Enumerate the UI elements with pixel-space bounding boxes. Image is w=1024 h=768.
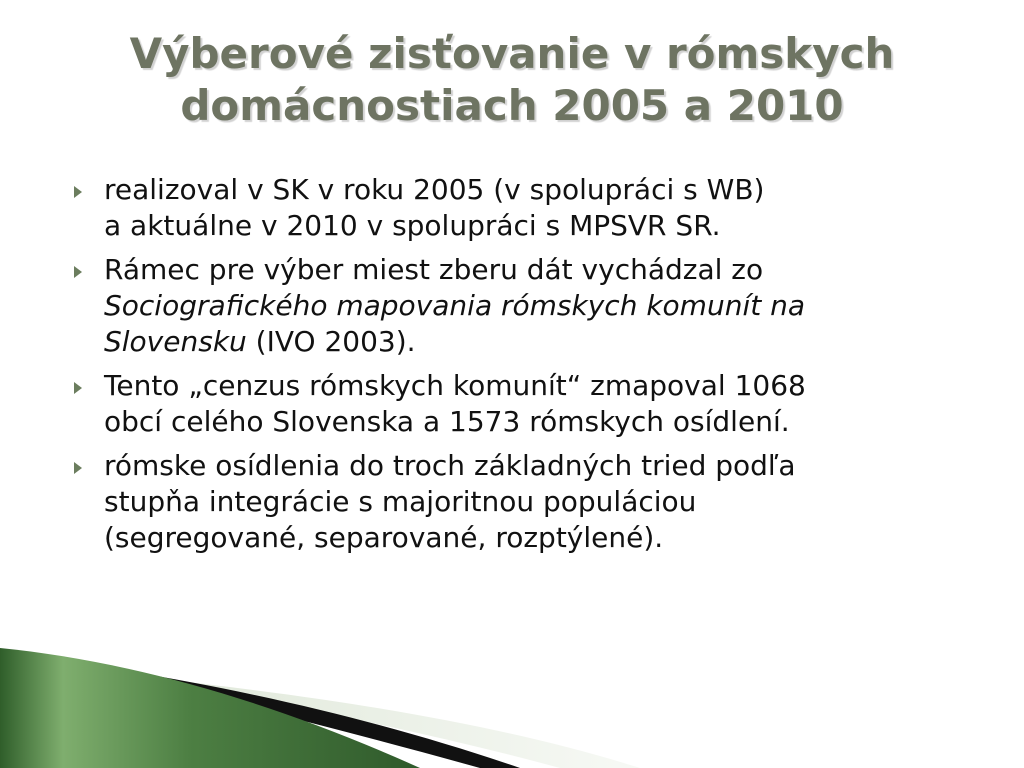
- bullet-text-line: stupňa integrácie s majoritnou populáciou: [104, 485, 697, 518]
- title-line-2: domácnostiach 2005 a 2010: [180, 81, 844, 130]
- bullet-list: [72, 172, 972, 564]
- bullet-text-line: (segregované, separované, rozptýlené).: [104, 521, 664, 554]
- bullet-item: [72, 448, 972, 556]
- bullet-arrow-icon: [74, 462, 82, 474]
- bullet-item: [72, 252, 972, 360]
- bullet-text-mixed: [104, 324, 972, 360]
- decorative-wave-graphic: [0, 600, 1024, 768]
- bullet-text-line: obcí celého Slovenska a 1573 rómskych osídlení.: [104, 405, 790, 438]
- bullet-text-line: Tento „cenzus rómskych komunít“ zmapoval 1068: [104, 369, 806, 402]
- bullet-arrow-icon: [74, 266, 82, 278]
- bullet-text-tail: (IVO 2003).: [246, 325, 416, 358]
- bullet-item: [72, 368, 972, 440]
- bullet-arrow-icon: [74, 382, 82, 394]
- title-line-1: Výberové zisťovanie v rómskych: [129, 29, 895, 78]
- bullet-text-italic: Slovensku: [104, 325, 247, 358]
- bullet-text-line: realizoval v SK v roku 2005 (v spolupráci s WB): [104, 173, 765, 206]
- bullet-arrow-icon: [74, 186, 82, 198]
- bullet-text-line: Rámec pre výber miest zberu dát vychádzal zo: [104, 253, 764, 286]
- bullet-text-line: rómske osídlenia do troch základných tried podľa: [104, 449, 796, 482]
- bullet-text-italic: Sociografického mapovania rómskych komunít na: [104, 289, 806, 322]
- bullet-item: [72, 172, 972, 244]
- bullet-text-line: a aktuálne v 2010 v spolupráci s MPSVR SR.: [104, 209, 721, 242]
- slide-title: [40, 28, 984, 132]
